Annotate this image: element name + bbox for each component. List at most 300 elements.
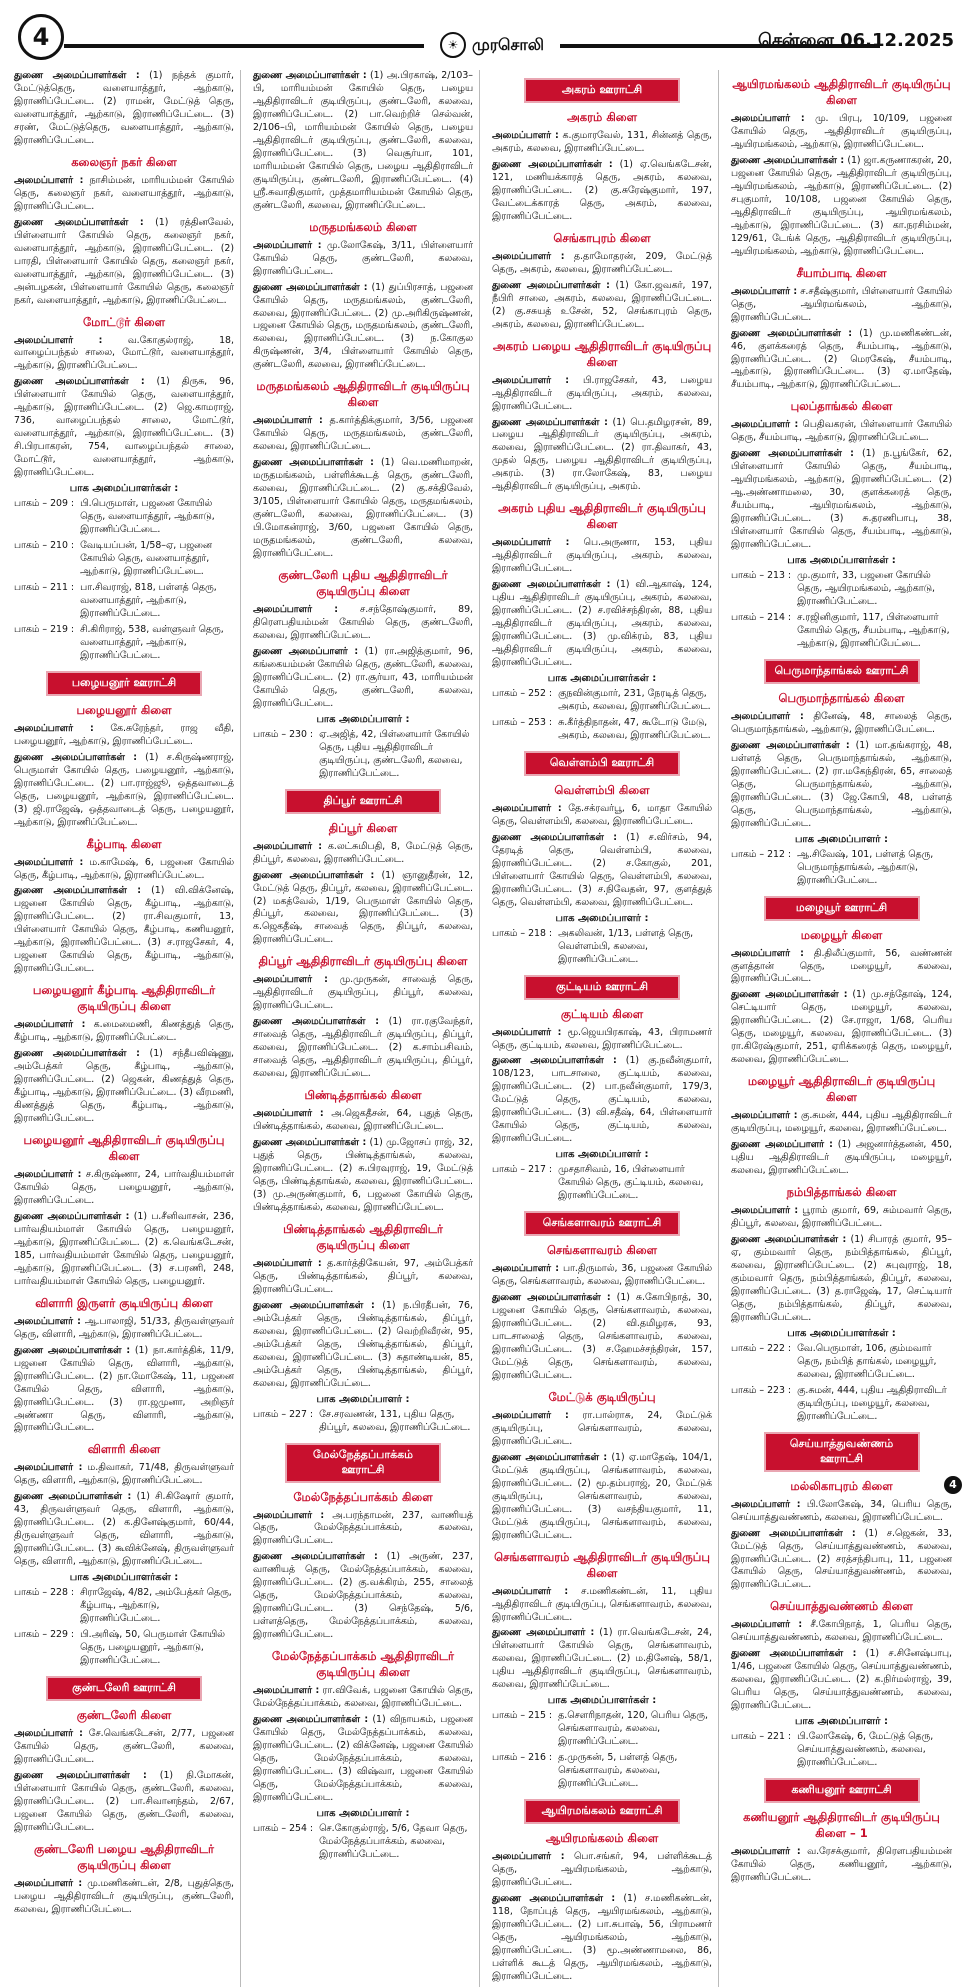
booth-entry xyxy=(731,849,952,888)
panchayat-banner: செய்யாத்துவண்ணம் ஊராட்சி xyxy=(764,1432,920,1472)
branch-heading: மேல்நேத்தப்பாக்கம் ஆதிதிராவிடர் குடியிருப்பு கிளை xyxy=(271,1649,455,1680)
article-columns xyxy=(14,70,958,1982)
member-details: (1) மு.ஜோசப் ராஜ், 32, புதுத் தெரு, பிண்டித்தாங்கல், கலவை, இராணிப்பேட்டை. (2) சு.பிரவுராஜ், 19, மேட்டுத் தெரு, பிண்டித்தாங்கல், கலவை, இராணிப்பேட்டை. (3) மு.அருண்குமார், 6, பஜனை கோயில் தெரு, பிண்டித்தாங்கல், கலவை, இராணிப்பேட்டை. xyxy=(253,1137,473,1213)
member-details: மு.முருகன், சாவைத் தெரு, ஆதிதிராவிடர் குடியிருப்பு, திப்பூர், கலவை, இராணிப்பேட்டை. xyxy=(253,974,473,1012)
member-details: (1) ந.பிரதீபன், 76, அம்பேத்கர் தெரு, பிண்டித்தாங்கல், திப்பூர், கலவை, இராணிப்பேட்டை. (2) வெற்றிவீரன், 95, அம்பேத்கர் தெரு, பிண்டித்தாங்கல், திப்பூர், கலவை, இராணிப்பேட்டை. (3) சுதாண்டியன், 85, அம்பேத்கர் தெரு, பிண்டித்தாங்கல், திப்பூர், கலவை, இராணிப்பேட்டை. xyxy=(253,1299,473,1389)
member-details: (1) ஜா.கருணாகரன், 20, பஜனை கோயில் தெரு, ஆதிதிராவிடர் குடியிருப்பு, ஆயிரமங்கலம், ஆற்காடு, இராணிப்பேட்டை. (2) சபுகுமார், 10/108, பஜனை கோயில் தெரு, ஆதிதிராவிடர் குடியிருப்பு, ஆயிரமங்கலம், ஆற்காடு, இராணிப்பேட்டை. (3) கா.நரசிம்மன், 129/61, டேங்க் தெரு, ஆதிதிராவிடர் குடியிருப்பு, ஆயிரமங்கலம், ஆற்காடு, இராணிப்பேட்டை. xyxy=(731,154,952,257)
branch-heading: கலைஞர் நகர் கிளை xyxy=(71,154,177,169)
role-label: துணை அமைப்பாளர்கள் : xyxy=(14,216,144,228)
role-label: அமைப்பாளர் : xyxy=(492,1851,565,1863)
role-label: துணை அமைப்பாளர்கள் : xyxy=(731,327,853,339)
role-label: துணை அமைப்பாளர்கள் : xyxy=(731,739,850,751)
member-details: பூராம் குமார், 69, சும்மவார் தெரு, திப்பூர், கலவை, இராணிப்பேட்டை. xyxy=(731,1205,953,1230)
branch-heading: திப்பூர் கிளை xyxy=(328,820,398,835)
member-details: (1) வெ.மணிமாறன், மருதமங்கலம், பள்ளிக்கூடத் தெரு, குண்டலேரி, கலவை, இராணிப்பேட்டை. (2) கு.சக்திவேல், 3/105, பிள்ளையார் கோயில் தெரு, மருதமங்கலம், குண்டலேரி, கலவை, இராணிப்பேட்டை. (3) பி.மோகன்ராஜ், 3/60, பஜனை கோயில் தெரு, மருதமங்கலம், குண்டலேரி, கலவை, இராணிப்பேட்டை. xyxy=(253,457,474,560)
booth-label: பாகம் – 252 : xyxy=(492,688,553,699)
role-label: துணை அமைப்பாளர்கள் : xyxy=(253,70,367,81)
booth-entry xyxy=(731,612,952,651)
member-details: பொ.சங்கர், 94, பள்ளிக்கூடத் தெரு, ஆயிரமங்கலம், ஆற்காடு, இராணிப்பேட்டை. xyxy=(492,1851,712,1889)
role-label: துணை அமைப்பாளர் : xyxy=(492,1627,595,1639)
member-entry xyxy=(14,885,234,976)
masthead-rule-left xyxy=(64,44,424,48)
member-entry xyxy=(253,974,473,1013)
member-details: ம.திவாகர், 71/48, திருவள்ளுவர் தெரு, விளாரி, ஆற்காடு, இராணிப்பேட்டை. xyxy=(14,1462,234,1487)
member-entry xyxy=(731,1110,952,1136)
member-entry xyxy=(731,1648,952,1713)
member-entry xyxy=(14,217,234,308)
member-entry xyxy=(492,375,712,414)
member-details: (1) கோ.ஜவகர், 197, நீபிரி சாலை, அகரம், கலவை, இராணிப்பேட்டை. (2) கு.சசுயத் உசேன், 52, செங்காபுரம் தெரு, அகரம், கலவை, இராணிப்பேட்டை. xyxy=(492,279,712,330)
role-label: துணை அமைப்பாளர்கள் : xyxy=(14,1491,132,1503)
member-entry xyxy=(14,1878,234,1917)
member-entry xyxy=(492,1851,712,1890)
member-entry xyxy=(731,286,952,325)
booth-label: பாகம் – 230 : xyxy=(253,728,314,740)
role-label: துணை அமைப்பாளர்கள் : xyxy=(492,158,613,170)
panchayat-banner: திப்பூர் ஊராட்சி xyxy=(285,789,441,814)
member-details: (1) திருசு, 96, பிள்ளையார் கோயில் தெரு, வளையாத்தூர், ஆற்காடு, இராணிப்பேட்டை. (2) ஜெ.காமராஜ், 736, வாழைப்பந்தல் சாலை, மோட்டூர், வளையாத்தூர், ஆற்காடு, இராணிப்பேட்டை. (3) சி.பிரபாகரன், 754, வாழைப்பந்தல் சாலை, மோட்டூர், வளையாத்தூர், ஆற்காடு, இராணிப்பேட்டை. xyxy=(14,376,234,479)
section-subheading: பாக அமைப்பாளர்கள் : xyxy=(547,673,657,684)
member-entry xyxy=(253,240,473,279)
booth-label: பாகம் – 215 : xyxy=(492,1710,553,1722)
role-label: அமைப்பாளர் : xyxy=(492,537,570,549)
booth-label: பாகம் – 214 : xyxy=(731,612,792,623)
branch-heading: மேல்நேத்தப்பாக்கம் கிளை xyxy=(293,1489,433,1504)
member-entry xyxy=(253,457,473,561)
booth-entry xyxy=(492,1164,712,1203)
branch-heading: செய்யாத்துவண்ணம் கிளை xyxy=(770,1599,913,1614)
booth-entry xyxy=(14,540,234,579)
role-label: துணை அமைப்பாளர்கள் : xyxy=(253,869,375,881)
member-entry xyxy=(253,841,473,867)
role-label: அமைப்பாளர் : xyxy=(14,1462,83,1474)
branch-heading: செங்களாவரம் ஆதிதிராவிடர் குடியிருப்பு கிளை xyxy=(494,1549,710,1580)
member-entry xyxy=(492,832,712,910)
branch-heading: மல்லிகாபுரம் கிளை xyxy=(790,1478,893,1493)
booth-value: குநவின்குமார், 231, நேரடித் தெரு, அகரம், கலவை, இராணிப்பேட்டை. xyxy=(558,688,711,712)
role-label: அமைப்பாளர் : xyxy=(253,840,322,852)
member-details: தி.திலீப்குமார், 56, வண்ணன் குளத்தான் தெரு, மழையூர், கலவை, இராணிப்பேட்டை. xyxy=(731,947,952,985)
member-details: தினேஷ், 48, சாலைத் தெரு, பெருமாந்தாங்கல், ஆற்காடு, இராணிப்பேட்டை. xyxy=(731,710,952,735)
member-details: பி.ராஜசேகர், 43, பழைய ஆதிதிராவிடர் குடியிருப்பு, அகரம், கலவை, இராணிப்பேட்டை. xyxy=(492,374,712,412)
booth-label: பாகம் – 223 : xyxy=(731,1384,792,1396)
role-label: துணை அமைப்பாளர்கள் : xyxy=(492,1055,617,1067)
member-entry xyxy=(731,448,952,552)
member-entry xyxy=(731,1499,952,1525)
member-details: (1) மா.தங்கராஜ், 48, பள்ளத் தெரு, பெருமாந்தாங்கல், ஆற்காடு, இராணிப்பேட்டை. (2) ரா.மகேந்திரன், 65, சாலைத் தெரு, பெருமாந்தாங்கல், ஆற்காடு, இராணிப்பேட்டை. (3) ஜே.கோபி, 48, பள்ளத் தெரு, பெருமாந்தாங்கல், ஆற்காடு, இராணிப்பேட்டை. xyxy=(731,739,952,829)
page-number-badge: 4 xyxy=(18,14,64,60)
role-label: துணை அமைப்பாளர்கள் : xyxy=(253,1714,369,1726)
branch-heading: ஆயிரமங்கலம் கிளை xyxy=(545,1831,659,1846)
member-details: (1) ஞானுதீரன், 12, மேட்டுத் தெரு, திப்பூர், கலவை, இராணிப்பேட்டை. (2) மகத்வேல், 1/19, பெருமாள் கோயில் தெரு, திப்பூர், கலவை, இராணிப்பேட்டை. (3) க.ஜெகதீஷ், சாவைத் தெரு, திப்பூர், கலவை, இராணிப்பேட்டை. xyxy=(253,869,473,946)
section-subheading: பாக அமைப்பாளர் : xyxy=(316,1393,410,1405)
member-entry xyxy=(14,1345,234,1436)
role-label: அமைப்பாளர் : xyxy=(14,334,103,346)
member-details: (1) அஜனார்த்தனன், 450, புதிய ஆதிதிராவிடர் குடியிருப்பு, மழையூர், கலவை, இராணிப்பேட்டை. xyxy=(731,1139,952,1177)
booth-value: வேடியப்பன், 1/58–ஏ, பஜனை கோயில் தெரு, வளையாத்தூர், ஆற்காடு, இராணிப்பேட்டை. xyxy=(80,540,212,577)
branch-heading: பழையனூர் கீழ்பாடி ஆதிதிராவிடர் குடியிருப்பு கிளை xyxy=(32,983,216,1014)
member-details: (1) ரத்தினவேல், பிள்ளையார் கோயில் தெரு, கலைஞர் நகர், வளையாத்தூர், ஆற்காடு, இராணிப்பேட்டை. (2) பாரதி, பிள்ளையார் கோயில் தெரு, கலைஞர் நகர், வளையாத்தூர், ஆற்காடு, இராணிப்பேட்டை. (3) அன்பழகன், பிள்ளையார் கோயில் தெரு, கலைஞர் நகர், வளையாத்தூர், ஆற்காடு, இராணிப்பேட்டை. xyxy=(14,216,234,306)
role-label: அமைப்பாளர் : xyxy=(731,1498,801,1510)
member-details: நாசிம்மன், மாரியம்மன் கோயில் தெரு, கலைஞர் நகர், வளையாத்தூர், ஆற்காடு, இராணிப்பேட்டை. xyxy=(14,174,234,212)
section-subheading: பாக அமைப்பாளர் : xyxy=(555,1149,649,1161)
column-1 xyxy=(14,70,241,1987)
member-details: (1) ச.கிருஷ்ணராஜ், பெருமாள் கோயில் தெரு, பழையனூர், ஆற்காடு, இராணிப்பேட்டை. (2) பா.ராஜ்ஜூ, ஒத்தவாடைத் தெரு, பழையனூர், ஆற்காடு, இராணிப்பேட்டை. (3) ஜி.ராஜேஷ், ஒத்தவாடைத் தெரு, பழையனூர், ஆற்காடு, இராணிப்பேட்டை. xyxy=(14,751,235,828)
booth-label: பாகம் – 213 : xyxy=(731,570,792,582)
role-label: துணை அமைப்பாளர்கள் : xyxy=(492,1292,611,1304)
section-subheading: பாக அமைப்பாளர் : xyxy=(316,1807,410,1819)
branch-heading: வெள்ளம்பி கிளை xyxy=(554,782,650,797)
role-label: அமைப்பாளர் : xyxy=(731,1846,801,1858)
member-details: (1) அருண், 237, வாணியத் தெரு, மேல்நேத்தப்பாக்கம், கலவை, இராணிப்பேட்டை. (2) கு.வக்கிரம், 255, சாலைத் தெரு, மேல்நேத்தப்பாக்கம், கலவை, இராணிப்பேட்டை. (3) செந்தேஷ், 5/6, பள்ளத்தெரு, மேல்நேத்தப்பாக்கம், கலவை, இராணிப்பேட்டை. xyxy=(253,1551,473,1641)
branch-heading: ஆயிரமங்கலம் ஆதிதிராவிடர் குடியிருப்பு கிளை xyxy=(732,77,951,107)
branch-heading: மேட்டுக் குடியிருப்பு xyxy=(548,1389,656,1404)
member-entry xyxy=(492,1055,712,1146)
booth-label: பாகம் – 222 : xyxy=(731,1342,792,1354)
booth-entry xyxy=(731,1343,952,1382)
role-label: அமைப்பாளர் : xyxy=(731,1619,803,1631)
member-details: கே.சுரேந்தர், ராஜ வீதி, பழையனூர், ஆற்காடு, இராணிப்பேட்டை. xyxy=(14,722,235,747)
member-details: பா.திருமால், 36, பஜனை கோயில் தெரு, செங்களாவரம், கலவை, இராணிப்பேட்டை. xyxy=(492,1263,712,1288)
member-entry xyxy=(492,1263,712,1289)
member-details: (1) சந்தீபவிஷ்ணு, அம்பேத்கர் தெரு, கீழ்பாடி, ஆற்காடு, இராணிப்பேட்டை. (2) ஜெகன், கிணத்துத் தெரு, கீழ்பாடி, ஆற்காடு, இராணிப்பேட்டை. (3) வீரமணி, கிணத்துத் தெரு, கீழ்பாடி, ஆற்காடு, இராணிப்பேட்டை. xyxy=(14,1048,235,1125)
member-details: (1) நந்தக் குமார், மேட்டுத்தெரு, வளையாத்தூர், ஆற்காடு, இராணிப்பேட்டை. (2) ராமன், மேட்டுத் தெரு, வளையாத்தூர், ஆற்காடு, இராணிப்பேட்டை. (3) சரண், மேட்டுத்தெரு, வளையாத்தூர், ஆற்காடு, இராணிப்பேட்டை. xyxy=(14,70,234,146)
member-entry xyxy=(253,1258,473,1297)
role-label: அமைப்பாளர் : xyxy=(731,710,804,722)
role-label: அமைப்பாளர் : xyxy=(731,285,798,297)
member-entry xyxy=(14,335,234,374)
booth-entry xyxy=(492,717,712,743)
member-details: க.மைமைணி, கிணத்துத் தெரு, கீழ்பாடி, ஆற்காடு, இராணிப்பேட்டை. xyxy=(14,1019,235,1044)
member-details: பெ.அருணா, 153, புதிய ஆதிதிராவிடர் குடியிருப்பு, அகரம், கலவை, இராணிப்பேட்டை. xyxy=(492,537,712,575)
member-entry xyxy=(14,1770,234,1835)
role-label: அமைப்பாளர் : xyxy=(253,1685,320,1697)
member-entry xyxy=(253,70,473,213)
member-details: ரா.பால்ராசு, 24, மேட்டுக் குடியிருப்பு, செங்களாவரம், கலவை, இராணிப்பேட்டை. xyxy=(492,1409,712,1447)
member-details: கு.சுமன், 444, புதிய ஆதிதிராவிடர் குடியிருப்பு, மழையூர், கலவை, இராணிப்பேட்டை. xyxy=(731,1110,953,1135)
branch-heading: செங்காபுரம் கிளை xyxy=(553,230,651,245)
branch-heading: மருதமங்கலம் ஆதிதிராவிடர் குடியிருப்பு கிளை xyxy=(256,379,470,410)
masthead xyxy=(0,0,972,62)
role-label: அமைப்பாளர் : xyxy=(492,1026,562,1038)
member-entry xyxy=(492,1452,712,1543)
member-entry xyxy=(14,1316,234,1342)
role-label: துணை அமைப்பாளர்கள் : xyxy=(253,1137,367,1149)
member-details: பி.லோகேஷ், 34, பெரிய தெரு, செய்யாத்துவண்ணம், கலவை, இராணிப்பேட்டை. xyxy=(731,1498,952,1523)
booth-label: பாகம் – 221 : xyxy=(731,1731,792,1743)
member-entry xyxy=(492,537,712,576)
member-entry xyxy=(253,1714,473,1805)
branch-heading: பழையனூர் கிளை xyxy=(76,702,172,717)
role-label: துணை அமைப்பாளர்கள் : xyxy=(14,885,141,897)
role-label: அமைப்பாளர் : xyxy=(253,1108,324,1120)
member-details: சே.வெங்கடேசன், 2/77, பஜனை கோயில் தெரு, குண்டலேரி, கலவை, இராணிப்பேட்டை. xyxy=(14,1728,234,1765)
role-label: அமைப்பாளர் : xyxy=(14,722,94,734)
booth-value: செ.கோகுல்ராஜ், 5/6, தேவா தெரு, மேல்நேத்தப்பாக்கம், கலவை, இராணிப்பேட்டை. xyxy=(319,1822,468,1860)
role-label: அமைப்பாளர் : xyxy=(731,113,805,124)
member-details: பெதிவகரன், பிள்ளையார் கோயில் தெரு, சீயம்பாடி, ஆற்காடு, இராணிப்பேட்டை. xyxy=(731,419,952,444)
role-label: துணை அமைப்பாளர்கள் : xyxy=(14,1210,130,1222)
member-entry xyxy=(14,376,234,480)
member-details: த.கார்த்திகேயன், 97, அம்பேத்கர் தெரு, பிண்டித்தாங்கல், திப்பூர், கலவை, இராணிப்பேட்டை. xyxy=(253,1257,473,1295)
panchayat-banner: வெள்ளம்பி ஊராட்சி xyxy=(524,751,680,776)
role-label: அமைப்பாளர் : xyxy=(14,174,84,186)
section-subheading: பாக அமைப்பாளர்கள் : xyxy=(547,1695,657,1707)
booth-value: த.சௌரிநாதன், 120, பெரிய தெரு, செங்களாவரம், கலவை, இராணிப்பேட்டை. xyxy=(558,1710,708,1748)
member-entry xyxy=(492,579,712,670)
booth-label: பாகம் – 218 : xyxy=(492,927,553,939)
branch-heading: பெருமாந்தாங்கல் கிளை xyxy=(778,690,905,705)
member-details: (1) சி.கிஷோர் குமார், 43, திருவள்ளுவர் தெரு, விளாரி, ஆற்காடு, இராணிப்பேட்டை. (2) க.தினேஷ்குமார், 60/44, திருவள்ளுவர் தெரு, விளாரி, ஆற்காடு, இராணிப்பேட்டை. (3) கூவிக்னேஷ், திருவள்ளுவர் தெரு, விளாரி, ஆற்காடு, இராணிப்பேட்டை. xyxy=(14,1491,234,1568)
booth-entry xyxy=(253,1823,473,1862)
booth-entry xyxy=(14,1629,234,1668)
booth-value: வே.பெருமாள், 106, கும்மவார் தெரு, நம்பித் தாங்கல், மழையூர், கலவை, இராணிப்பேட்டை. xyxy=(797,1342,937,1380)
member-entry xyxy=(731,328,952,393)
member-details: த.தாமோதரன், 209, மேட்டுத் தெரு, அகரம், கலவை, இராணிப்பேட்டை. xyxy=(492,250,712,275)
booth-value: சி.கிரிராஜ், 538, வள்ளுவர் தெரு, வளையாத்தூர், ஆற்காடு, இராணிப்பேட்டை. xyxy=(80,623,224,661)
member-entry xyxy=(14,1462,234,1488)
role-label: அமைப்பாளர் : xyxy=(14,1019,86,1031)
member-details: (1) ரா.அஜித்குமார், 96, கங்கையம்மன் கோயில் தெரு, குண்டலேரி, கலவை, இராணிப்பேட்டை. (2) ரா.சூர்யா, 43, மாரியம்மன் கோயில் தெரு, குண்டலேரி, கலவை, இராணிப்பேட்டை. xyxy=(253,645,474,709)
member-entry xyxy=(253,282,473,373)
panchayat-banner: அகரம் ஊராட்சி xyxy=(524,78,680,103)
member-entry xyxy=(253,1551,473,1642)
member-entry xyxy=(253,415,473,454)
booth-label: பாகம் – 253 : xyxy=(492,716,553,728)
column-2 xyxy=(253,70,480,1987)
member-entry xyxy=(14,1169,234,1208)
booth-value: ஏ.அஜித், 42, பிள்ளையார் கோயில் தெரு, புதிய ஆதிதிராவிடர் குடியிருப்பு, குண்டலேரி, கலவை, இராணிப்பேட்டை. xyxy=(319,728,470,779)
member-entry xyxy=(253,1137,473,1215)
role-label: அமைப்பாளர் : xyxy=(14,1877,83,1889)
panchayat-banner: குட்டியம் ஊராட்சி xyxy=(524,975,680,1000)
member-details: (1) துப்பிரசாத், பஜனை கோயில் தெரு, மருதமங்கலம், குண்டலேரி, கலவை, இராணிப்பேட்டை. (2) மு.அரிகிருஷ்ணன், பஜனை கோயில் தெரு, மருதமங்கலம், குண்டலேரி, கலவை, இராணிப்பேட்டை. (3) ந.கோகுல கிருஷ்ணன், 3/4, பிள்ளையார் கோயில் தெரு, குண்டலேரி, கலவை, இராணிப்பேட்டை. xyxy=(253,281,473,371)
member-details: (1) சிபாரத் குமார், 95–ஏ, கும்மவார் தெரு, நம்பித்தாங்கல், திப்பூர், கலவை, இராணிப்பேட்டை. (2) சுபுவுராஜ், 18, கும்மவார் தெரு, நம்பித்தாங்கல், திப்பூர், கலவை, இராணிப்பேட்டை. (3) த.ராஜேஷ், 17, செட்டியார் தெரு, நம்பித்தாங்கல், திப்பூர், கலவை, இராணிப்பேட்டை. xyxy=(731,1234,952,1323)
role-label: அமைப்பாளர் : xyxy=(253,1257,322,1269)
member-entry xyxy=(731,113,952,152)
panchayat-banner: மேல்நேத்தப்பாக்கம் ஊராட்சி xyxy=(285,1443,441,1483)
booth-label: பாகம் – 227 : xyxy=(253,1408,314,1420)
member-details: ம.காமேஷ், 6, பஜனை கோயில் தெரு, கீழ்பாடி, ஆற்காடு, இராணிப்பேட்டை. xyxy=(14,856,234,881)
member-details: (1) ச.சினேஷ்பாபு, 1/46, பஜனை கோயில் தெரு, செய்யாத்துவண்ணம், கலவை, இராணிப்பேட்டை. (2) க.நிர்மல்ராஜ், 39, பெரிய தெரு, செய்யாத்துவண்ணம், கலவை, இராணிப்பேட்டை. xyxy=(731,1648,952,1712)
role-label: துணை அமைப்பாளர்கள் : xyxy=(731,1234,847,1246)
booth-label: பாகம் – 209 : xyxy=(14,498,75,510)
booth-label: பாகம் – 219 : xyxy=(14,623,75,635)
section-subheading: பாக அமைப்பாளர்கள் : xyxy=(787,555,896,567)
member-entry xyxy=(731,711,952,737)
role-label: துணை அமைப்பாளர்கள் : xyxy=(492,831,617,843)
role-label: அமைப்பாளர் : xyxy=(14,1169,82,1180)
member-details: சீ.கோபிநாத், 1, பெரிய தெரு, செய்யாத்துவண்ணம், கலவை, இராணிப்பேட்டை. xyxy=(731,1619,952,1644)
booth-entry xyxy=(492,928,712,967)
role-label: துணை அமைப்பாளர்கள் : xyxy=(253,1016,379,1028)
panchayat-banner: பெருமாந்தாங்கல் ஊராட்சி xyxy=(764,659,920,684)
branch-heading: நம்பித்தாங்கல் கிளை xyxy=(786,1185,897,1200)
role-label: அமைப்பாளர் : xyxy=(492,1409,569,1421)
member-entry xyxy=(731,1205,952,1231)
member-entry xyxy=(492,417,712,495)
booth-label: பாகம் – 217 : xyxy=(492,1164,553,1176)
role-label: துணை அமைப்பாளர்கள் : xyxy=(492,1893,616,1905)
member-entry xyxy=(253,870,473,948)
member-details: தே.சக்ரவர்பூ, 6, மாதா கோயில் தெரு, வெள்ளம்பி, கலவை, இராணிப்பேட்டை. xyxy=(492,802,713,827)
footer-page-number: 4 xyxy=(944,1476,962,1494)
booth-entry xyxy=(731,1385,952,1424)
role-label: துணை அமைப்பாளர்கள் : xyxy=(14,376,145,388)
branch-heading: மருதமங்கலம் கிளை xyxy=(309,219,417,234)
booth-value: த.முருகன், 5, பள்ளத் தெரு, செங்களாவரம், கலவை, இராணிப்பேட்டை. xyxy=(558,1752,678,1790)
role-label: அமைப்பாளர் : xyxy=(731,1205,799,1217)
section-subheading: பாக அமைப்பாளர் : xyxy=(794,1716,888,1728)
branch-heading: குண்டலேரி புதிய ஆதிதிராவிடர் குடியிருப்பு கிளை xyxy=(278,568,448,598)
role-label: துணை அமைப்பாளர்கள் : xyxy=(731,1648,857,1660)
role-label: அமைப்பாளர் : xyxy=(253,974,328,986)
member-entry xyxy=(253,646,473,711)
role-label: துணை அமைப்பாளர்கள் : xyxy=(253,457,374,469)
booth-label: பாகம் – 212 : xyxy=(731,848,792,860)
branch-heading: அகரம் கிளை xyxy=(566,110,638,124)
booth-value: ஆ.சிவேஷ், 101, பள்ளத் தெரு, பெருமாந்தாங்கல், ஆற்காடு, இராணிப்பேட்டை. xyxy=(797,848,934,886)
member-details: அ.ஜெகதீசன், 64, புதுத் தெரு, பிண்டித்தாங்கல், கலவை, இராணிப்பேட்டை. xyxy=(253,1108,474,1133)
role-label: துணை அமைப்பாளர் : xyxy=(253,645,359,657)
member-entry xyxy=(14,1019,234,1045)
booth-value: மு.குமார், 33, பஜனை கோயில் தெரு, ஆயிரமங்கலம், ஆற்காடு, இராணிப்பேட்டை. xyxy=(797,570,936,608)
branch-heading: விளாரி இருளர் குடியிருப்பு கிளை xyxy=(35,1295,213,1310)
member-details: (1) வி.ஆகாஷ், 124, புதிய ஆதிதிராவிடர் குடியிருப்பு, அகரம், கலவை, இராணிப்பேட்டை. (2) ச.ரவிச்சந்திரன், 88, புதிய ஆதிதிராவிடர் குடியிருப்பு, அகரம், கலவை, இராணிப்பேட்டை. (3) மு.விக்ரம், 83, புதிய ஆதிதிராவிடர் குடியிருப்பு, அகரம், கலவை, இராணிப்பேட்டை. xyxy=(492,579,712,669)
branch-heading: பிண்டித்தாங்கல் ஆதிதிராவிடர் குடியிருப்பு கிளை xyxy=(283,1221,443,1252)
role-label: அமைப்பாளர் : xyxy=(492,250,565,262)
branch-heading: குட்டியம் கிளை xyxy=(560,1006,644,1021)
member-entry xyxy=(731,948,952,987)
member-entry xyxy=(731,1846,952,1885)
booth-value: சு.கீர்த்திநாதன், 47, கூடோடு மேடு, அகரம், கலவை, இராணிப்பேட்டை. xyxy=(558,716,711,741)
member-entry xyxy=(14,723,234,749)
member-entry xyxy=(14,175,234,214)
booth-value: பா.சிவராஜ், 818, பள்ளத் தெரு, வளையாத்தூர், ஆற்காடு, இராணிப்பேட்டை. xyxy=(80,581,217,619)
member-details: வ.ரேசக்குமார், திரௌபதியம்மன் கோயில் தெரு, கணியனூர், ஆற்காடு, இராணிப்பேட்டை. xyxy=(731,1846,953,1884)
member-details: (1) விநாயகம், பஜனை கோயில் தெரு, மேல்நேத்தப்பாக்கம், கலவை, இராணிப்பேட்டை. (2) விக்னேஷ், பஜனை கோயில் தெரு, மேல்நேத்தப்பாக்கம், கலவை, இராணிப்பேட்டை. (3) விஷ்வா, பஜனை கோயில் தெரு, மேல்நேத்தப்பாக்கம், கலவை, இராணிப்பேட்டை. xyxy=(253,1714,473,1803)
branch-heading: கீழ்பாடி கிளை xyxy=(86,836,162,851)
member-entry xyxy=(731,1139,952,1178)
member-entry xyxy=(14,1728,234,1767)
panchayat-banner: கணியனூர் ஊராட்சி xyxy=(764,1778,920,1803)
member-entry xyxy=(14,70,234,148)
member-entry xyxy=(253,1510,473,1549)
member-details: த.கார்த்திக்குமார், 3/56, பஜனை கோயில் தெரு, மருதமங்கலம், குண்டலேரி, கலவை, இராணிப்பேட்டை. xyxy=(253,415,473,453)
panchayat-banner: பழையனூர் ஊராட்சி xyxy=(46,671,202,696)
section-subheading: பாக அமைப்பாளர்கள் : xyxy=(69,483,179,495)
member-details: ஆ.பாலாஜி, 51/33, திருவள்ளுவர் தெரு, விளாரி, ஆற்காடு, இராணிப்பேட்டை. xyxy=(14,1315,234,1340)
member-details: ச.மணிகண்டன், 11, புதிய ஆதிதிராவிடர் குடியிருப்பு, செங்களாவரம், கலவை, இராணிப்பேட்டை. xyxy=(492,1585,712,1623)
member-entry xyxy=(492,1627,712,1692)
booth-entry xyxy=(731,570,952,609)
booth-entry xyxy=(253,729,473,781)
role-label: துணை அமைப்பாளர்கள் : xyxy=(731,989,848,1001)
member-entry xyxy=(731,419,952,445)
member-entry xyxy=(14,1491,234,1569)
role-label: துணை அமைப்பாளர்கள் : xyxy=(14,1344,131,1356)
role-label: துணை அமைப்பாளர்கள் : xyxy=(14,1769,147,1781)
member-details: மு.மணிகண்டன், 2/8, புதுத்தெரு, பழைய ஆதிதிராவிடர் குடியிருப்பு, குண்டலேரி, கலவை, இராணிப்பேட்டை. xyxy=(14,1877,234,1915)
member-details: (1) பெ.தமிழரசன், 89, பழைய ஆதிதிராவிடர் குடியிருப்பு, அகரம், கலவை, இராணிப்பேட்டை. (2) ரா.திவாகர், 43, முதல் தெரு, பழைய ஆதிதிராவிடர் குடியிருப்பு, அகரம். (3) ரா.லோகேஷ், 83, பழைய ஆதிதிராவிடர் குடியிருப்பு, அகரம். xyxy=(492,416,712,493)
member-entry xyxy=(731,989,952,1067)
member-details: (1) நா.கார்த்திக், 11/9, பஜனை கோயில் தெரு, விளாரி, ஆற்காடு, இராணிப்பேட்டை. (2) நா.மோகேஷ், 11, பஜனை கோயில் தெரு, விளாரி, ஆற்காடு, இராணிப்பேட்டை. (3) ரா.ஜமுனா, அறிஞர் அண்ணா தெரு, விளாரி, ஆற்காடு, இராணிப்பேட்டை. xyxy=(14,1344,234,1434)
member-details: ச.சதீஷ்குமார், பிள்ளையார் கோயில் தெரு, ஆயிரமங்கலம், ஆற்காடு, இராணிப்பேட்டை. xyxy=(731,285,952,323)
booth-entry xyxy=(14,498,234,537)
role-label: துணை அமைப்பாளர்கள் : xyxy=(492,416,608,428)
role-label: அமைப்பாளர் : xyxy=(492,374,570,386)
member-details: (1) ச.விர்சம், 94, தேரடித் தெரு, வெள்ளம்பி, கலவை, இராணிப்பேட்டை. (2) ச.கோகுல், 201, பிள்ளையார் கோயில் தெரு, வெள்ளம்பி, கலவை, இராணிப்பேட்டை. (3) ச.நிவேதன், 97, குளத்துத் தெரு, வெள்ளம்பி, கலவை, இராணிப்பேட்டை. xyxy=(492,831,712,908)
member-details: (1) ப.சீனிவாசன், 236, பார்வதியம்மாள் கோயில் தெரு, பழையனூர், ஆற்காடு, இராணிப்பேட்டை. (2) க.வெங்கடேசன், 185, பார்வதியம்மாள் கோயில் தெரு, பழையனூர், ஆற்காடு, இராணிப்பேட்டை. (3) ச.பரணி, 248, பார்வதியம்மாள் கோயில் தெரு, பழையனூர். xyxy=(14,1210,235,1287)
member-details: (1) ச.மணிகண்டன், 118, நோப்புத் தெரு, ஆயிரமங்கலம், ஆற்காடு, இராணிப்பேட்டை. (2) பா.சுபாஷ், 56, பிராமணர் தெரு, ஆயிரமங்கலம், ஆற்காடு, இராணிப்பேட்டை. (3) மூ.அண்ணாமலை, 86, பள்ளிக் கூடத் தெரு, ஆயிரமங்கலம், ஆற்காடு, இராணிப்பேட்டை. xyxy=(492,1893,712,1982)
booth-label: பாகம் – 211 : xyxy=(14,581,75,593)
role-label: அமைப்பாளர் : xyxy=(492,130,559,141)
role-label: துணை அமைப்பாளர்கள் : xyxy=(253,1299,375,1311)
role-label: அமைப்பாளர் : xyxy=(731,1110,798,1122)
section-subheading: பாக அமைப்பாளர் : xyxy=(794,833,888,845)
member-entry xyxy=(731,155,952,259)
member-details: (1) அ.பிரகாஷ், 2/103–பி, மாரியம்மன் கோயில் தெரு, பழைய ஆதிதிராவிடர் குடியிருப்பு, குண்டலேரி, கலவை, இராணிப்பேட்டை. (2) பா.வெற்றிச் செல்வன், 2/106–பி, மாரியம்மன் கோயில் தெரு, பழைய ஆதிதிராவிடர் குடியிருப்பு, குண்டலேரி, கலவை, இராணிப்பேட்டை. (3) வெசூர்யா, 101, மாரியம்மன் கோயில் தெரு, பழைய ஆதிதிராவிடர் குடியிருப்பு, குண்டலேரி, இராணிப்பேட்டை. (4) ஸ்ரீ.சுவாதிகுமார், முத்தமாரியம்மன் கோயில் தெரு, குண்டலேரி, கலவை, இராணிப்பேட்டை. xyxy=(253,70,473,211)
role-label: அமைப்பாளர் : xyxy=(492,1585,569,1597)
member-entry xyxy=(253,1016,473,1081)
member-details: (1) மு.சந்தோஷ், 124, செட்டியார் தெரு, மழையூர், கலவை, இராணிப்பேட்டை. (2) சே.ராஜா, 1/68, பெரிய தெரு, மழையூர், கலவை, இராணிப்பேட்டை. (3) ரா.கிரேஷ்குமார், 251, ஏரிக்கரைத் தெரு, மழையூர், கலவை, இராணிப்பேட்டை. xyxy=(731,989,952,1066)
member-entry xyxy=(14,1048,234,1126)
booth-value: சிராஜேஷ், 4/82, அம்பேத்கர் தெரு, கீழ்பாடி, ஆற்காடு, இராணிப்பேட்டை. xyxy=(80,1587,232,1625)
member-details: க.லட்சுமிபதி, 8, மேட்டுத் தெரு, திப்பூர், கலவை, இராணிப்பேட்டை. xyxy=(253,840,474,865)
branch-heading: மழையூர் ஆதிதிராவிடர் குடியிருப்பு கிளை xyxy=(747,1074,936,1105)
branch-heading: புலப்தாங்கல் கிளை xyxy=(790,399,893,414)
brand-name: முரசொலி xyxy=(472,34,544,54)
role-label: அமைப்பாளர் : xyxy=(253,239,322,251)
role-label: துணை அமைப்பாளர்கள் : xyxy=(14,70,140,81)
branch-heading: மோட்டூர் கிளை xyxy=(82,314,165,329)
member-details: (1) வி.விக்னேஷ், பஜனை கோயில் தெரு, கீழ்பாடி, ஆற்காடு, இராணிப்பேட்டை. (2) ரா.சிவகுமார், 13, பிள்ளையார் கோயில் தெரு, கீழ்பாடி, கணியனூர், ஆற்காடு, இராணிப்பேட்டை. (3) ச.ராஜசேகர், 4, பஜனை கோயில் தெரு, கீழ்பாடி, ஆற்காடு, இராணிப்பேட்டை. xyxy=(14,885,234,975)
member-entry xyxy=(492,280,712,332)
section-subheading: பாக அமைப்பாளர்கள் : xyxy=(787,1327,896,1339)
member-details: (1) ரா.ரகுவேந்தர், சாவைத் தெரு, ஆதிதிராவிடர் குடியிருப்பு, திப்பூர், கலவை, இராணிப்பேட்டை. (2) க.சாம்பசிவம், சாவைத் தெரு, ஆதிதிராவிடர் குடியிருப்பு, திப்பூர், கலவை, இராணிப்பேட்டை. xyxy=(253,1016,473,1080)
member-details: (1) நி.மோகன், பிள்ளையார் கோயில் தெரு, குண்டலேரி, கலவை, இராணிப்பேட்டை. (2) பா.சிவானந்தம், 2/67, பஜனை கோயில் தெரு, குண்டலேரி, கலவை, இராணிப்பேட்டை. xyxy=(14,1769,234,1833)
member-details: (1) ஏ.மாதேஷ், 104/1, மேட்டுக் குடியிருப்பு, செங்களாவரம், கலவை, இராணிப்பேட்டை. (2) மூ.தம்பராஜ், 20, மேட்டுக் குடியிருப்பு, செங்களாவரம், கலவை, இராணிப்பேட்டை. (3) வசந்தியகுமார், 11, மேட்டுக் குடியிருப்பு, செங்களாவரம், கலவை, இராணிப்பேட்டை. xyxy=(492,1451,712,1541)
member-details: மு. பிரபு, 10/109, பஜனை கோயில் தெரு, ஆதிதிராவிடர் குடியிருப்பு, ஆயிரமங்கலம், ஆற்காடு, இராணிப்பேட்டை. xyxy=(731,113,953,150)
booth-entry xyxy=(492,1710,712,1749)
booth-entry xyxy=(253,1409,473,1435)
booth-label: பாகம் – 228 : xyxy=(14,1587,75,1599)
branch-heading: பிண்டித்தாங்கல் கிளை xyxy=(304,1088,422,1103)
member-details: (1) ஏ.வெங்கடேசன், 121, மணியக்காரத் தெரு, அகரம், கலவை, இராணிப்பேட்டை. (2) கு.சுரேஷ்குமார், 197, வேட்டைக்காரத் தெரு, அகரம், கலவை, இராணிப்பேட்டை. xyxy=(492,158,712,222)
role-label: துணை அமைப்பாளர்கள் : xyxy=(492,1451,608,1463)
member-entry xyxy=(492,159,712,224)
role-label: அமைப்பாளர் : xyxy=(731,947,804,959)
role-label: துணை அமைப்பாளர் : xyxy=(731,1139,833,1151)
role-label: துணை அமைப்பாளர்கள் : xyxy=(731,448,854,460)
member-entry xyxy=(492,130,712,156)
branch-heading: பழையனூர் ஆதிதிராவிடர் குடியிருப்பு கிளை xyxy=(23,1133,225,1163)
member-details: ச.சந்தோஷ்குமார், 89, திரௌபதியம்மன் கோயில் தெரு, குண்டலேரி, கலவை, இராணிப்பேட்டை. xyxy=(253,604,474,641)
member-entry xyxy=(492,251,712,277)
member-details: (1) கு.நவீன்குமார், 108/123, பாடசாலை, குட்டியம், கலவை, இராணிப்பேட்டை. (2) பா.நவீன்குமார், 179/3, மேட்டுத் தெரு, குட்டியம், கலவை, இராணிப்பேட்டை. (3) வி.சதீஷ், 64, பிள்ளையார் கோயில் தெரு, குட்டியம், கலவை, இராணிப்பேட்டை. xyxy=(492,1055,712,1145)
panchayat-banner: மழையூர் ஊராட்சி xyxy=(764,896,920,921)
branch-heading: குண்டலேரி பழைய ஆதிதிராவிடர் குடியிருப்பு கிளை xyxy=(33,1841,215,1872)
member-details: (1) ச.ஜெகன், 33, மேட்டுத் தெரு, செய்யாத்துவண்ணம், கலவை, இராணிப்பேட்டை. (2) சரத்சந்திபாபு, 11, பஜனை கோயில் தெரு, செய்யாத்துவண்ணம், கலவை, இராணிப்பேட்டை. xyxy=(731,1527,952,1591)
role-label: துணை அமைப்பாளர்கள் : xyxy=(14,1048,140,1060)
role-label: துணை அமைப்பாளர்கள் : xyxy=(253,1551,378,1563)
branch-heading: திப்பூர் ஆதிதிராவிடர் குடியிருப்பு கிளை xyxy=(258,954,468,969)
booth-entry xyxy=(492,1752,712,1791)
dateline: சென்னை 06.12.2025 xyxy=(757,30,954,51)
member-entry xyxy=(492,1893,712,1984)
role-label: துணை அமைப்பாளர்கள் : xyxy=(731,154,845,166)
booth-label: பாகம் – 210 : xyxy=(14,540,75,552)
